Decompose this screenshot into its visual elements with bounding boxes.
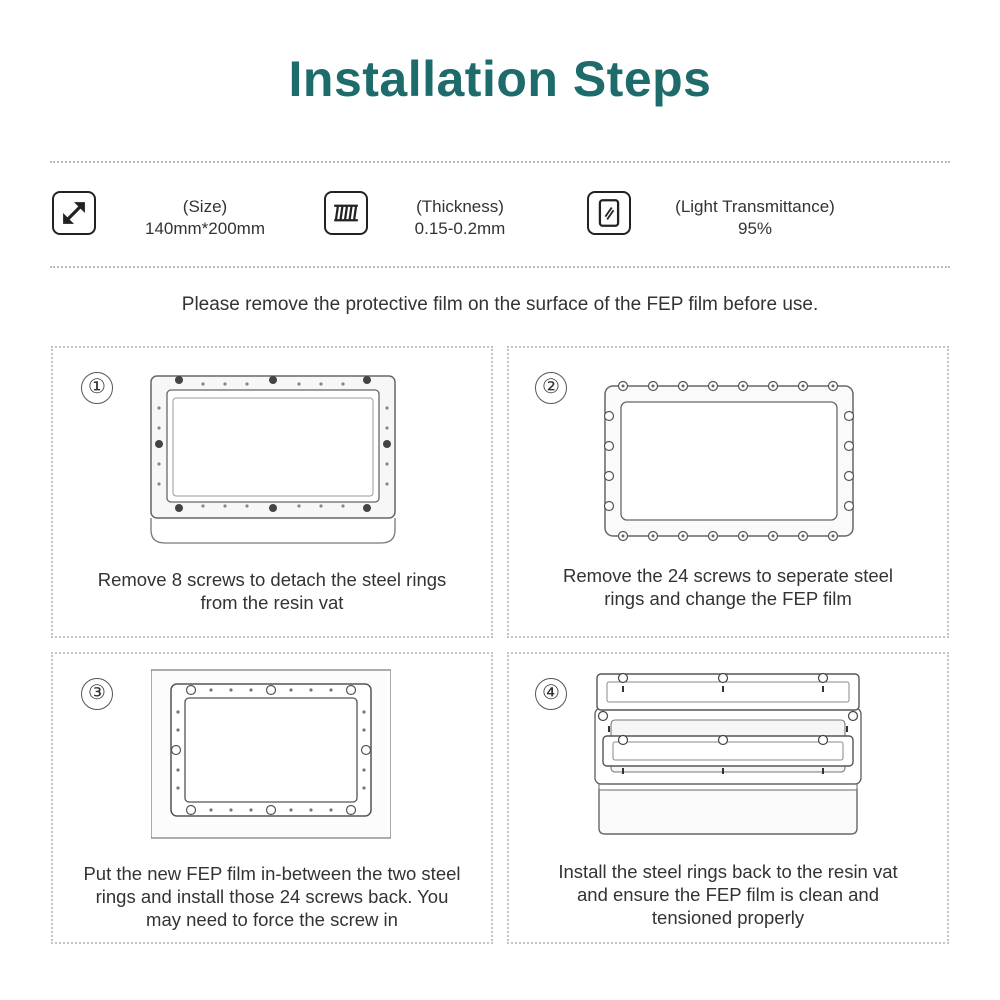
spec-light-label: (Light Transmittance)	[675, 197, 835, 216]
step-3-caption-line: rings and install those 24 screws back. You	[95, 886, 449, 907]
step-1-caption	[53, 568, 491, 614]
step-1-panel	[51, 346, 493, 638]
step-2-panel	[507, 346, 949, 638]
step-4-diagram	[593, 668, 863, 838]
step-3-caption-line: may need to force the screw in	[146, 909, 398, 930]
spec-size-value: 140mm*200mm	[145, 219, 265, 238]
spec-thickness-value: 0.15-0.2mm	[414, 219, 506, 238]
step-1-caption-line: from the resin vat	[200, 592, 344, 613]
step-3-caption-line: Put the new FEP film in-between the two steel	[83, 863, 461, 884]
resize-arrows-icon	[52, 191, 96, 235]
step-2-caption-line: Remove the 24 screws to seperate steel	[562, 565, 894, 586]
step-1-number: ①	[81, 372, 113, 404]
step-2-caption-line: rings and change the FEP film	[604, 588, 852, 609]
spec-thickness-label: (Thickness)	[416, 197, 504, 216]
step-2-diagram	[599, 378, 859, 548]
divider-bottom	[50, 266, 950, 268]
step-4-caption-line: tensioned properly	[651, 907, 805, 928]
step-3-diagram	[151, 668, 391, 840]
step-1-diagram	[143, 368, 403, 548]
step-4-caption	[509, 860, 947, 929]
step-2-number: ②	[535, 372, 567, 404]
step-1-caption-line: Remove 8 screws to detach the steel rings	[97, 569, 447, 590]
step-3-caption	[53, 862, 491, 931]
spec-light-value: 95%	[737, 219, 773, 238]
step-3-number: ③	[81, 678, 113, 710]
step-4-panel	[507, 652, 949, 944]
divider-top	[50, 161, 950, 163]
protective-film-notice: Please remove the protective film on the surface of the FEP film before use.	[181, 294, 819, 315]
spec-thickness	[380, 196, 540, 240]
step-4-number: ④	[535, 678, 567, 710]
spec-size	[120, 196, 290, 240]
step-3-panel	[51, 652, 493, 944]
step-4-caption-line: and ensure the FEP film is clean and	[577, 884, 879, 905]
step-4-caption-line: Install the steel rings back to the resin vat	[558, 861, 898, 882]
spec-size-label: (Size)	[182, 197, 228, 216]
step-2-caption	[509, 564, 947, 610]
page-title: Installation Steps	[288, 51, 712, 107]
spec-light	[650, 196, 860, 240]
light-transmittance-icon	[587, 191, 631, 235]
thickness-icon	[324, 191, 368, 235]
